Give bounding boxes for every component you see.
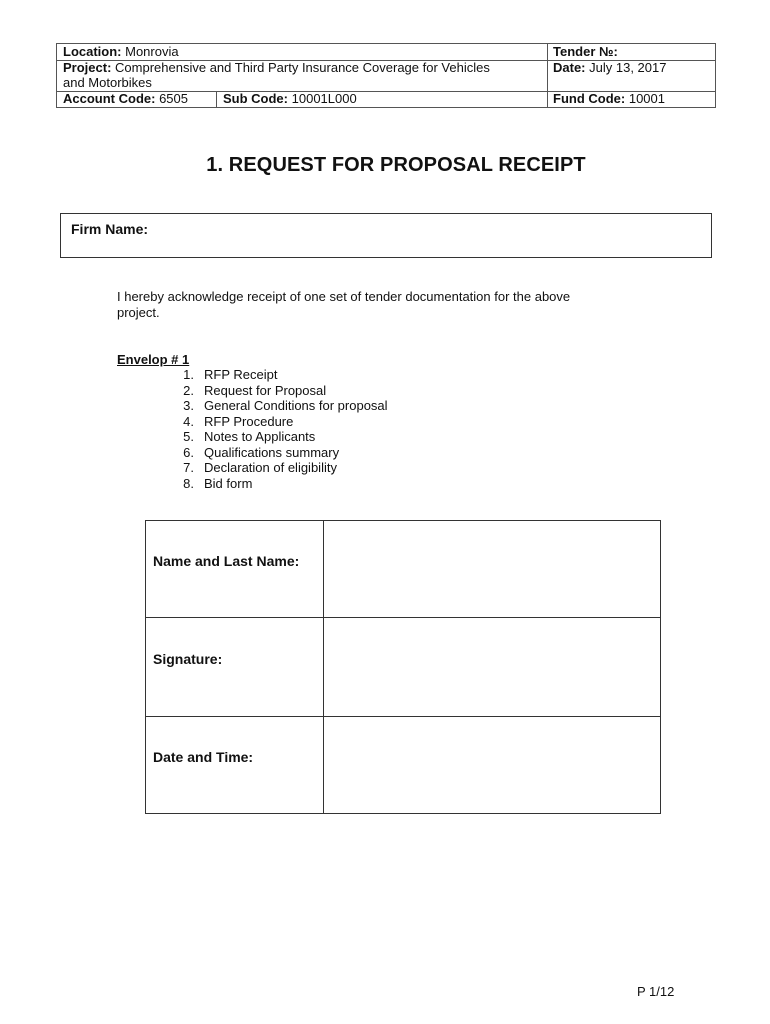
list-item-number: 7. [183,460,194,475]
name-label: Name and Last Name: [153,553,300,569]
list-item-number: 1. [183,367,194,382]
list-item [170,445,388,461]
list-item [170,383,388,399]
list-item-text: Bid form [204,475,253,491]
location-label: Location: [63,44,122,59]
list-item-text: RFP Procedure [204,413,294,429]
account-label: Account Code: [63,91,156,106]
account-cell [57,91,194,106]
fund-label: Fund Code: [553,91,626,106]
firm-name-box[interactable] [60,213,712,258]
fund-value: 10001 [628,91,665,106]
list-item-text: Notes to Applicants [204,429,316,444]
firm-name-label: Firm Name: [71,221,149,237]
signature-table [145,520,661,814]
signature-label: Signature: [153,651,223,667]
list-item [170,414,388,430]
subcode-cell [217,91,363,106]
page-number: P 1/12 [637,984,675,999]
list-item-text: Request for Proposal [204,382,327,398]
list-item-number: 8. [183,475,194,491]
list-item [170,367,388,383]
date-value: July 13, 2017 [589,60,667,75]
date-cell [547,60,672,75]
list-item-number: 3. [183,398,194,413]
date-time-field[interactable] [324,717,660,813]
project-label: Project: [63,60,112,75]
header-table [56,43,716,108]
list-item [170,476,388,492]
location-cell [57,44,185,59]
project-value-cont: and Motorbikes [63,75,152,90]
date-label: Date: [553,60,586,75]
date-time-label: Date and Time: [153,749,254,765]
envelop-list [170,367,388,491]
list-item [170,429,388,445]
list-item [170,460,388,476]
list-item-number: 4. [183,413,194,429]
page-title: 1. REQUEST FOR PROPOSAL RECEIPT [206,154,586,176]
fund-cell [547,91,671,106]
list-item-text: Qualifications summary [204,444,340,460]
list-item [170,398,388,414]
tender-label: Tender №: [553,44,618,59]
subcode-label: Sub Code: [223,91,288,106]
list-item-text: RFP Receipt [204,367,278,382]
subcode-value: 10001L000 [291,91,357,106]
list-item-number: 2. [183,382,194,398]
location-value: Monrovia [125,44,179,59]
name-field[interactable] [324,521,660,617]
acknowledgement-line-2: project. [117,305,160,320]
project-value: Comprehensive and Third Party Insurance Coverage for Vehicles [115,60,490,75]
list-item-text: General Conditions for proposal [204,398,388,413]
list-item-number: 5. [183,429,194,444]
list-item-text: Declaration of eligibility [204,460,337,475]
signature-field[interactable] [324,618,660,716]
acknowledgement-text [117,289,637,321]
acknowledgement-line-1: I hereby acknowledge receipt of one set of tender documentation for the above [117,289,571,304]
account-value: 6505 [159,91,188,106]
list-item-number: 6. [183,444,194,460]
project-cell [57,60,547,90]
tender-cell [547,44,624,59]
envelop-title: Envelop # 1 [117,352,190,367]
